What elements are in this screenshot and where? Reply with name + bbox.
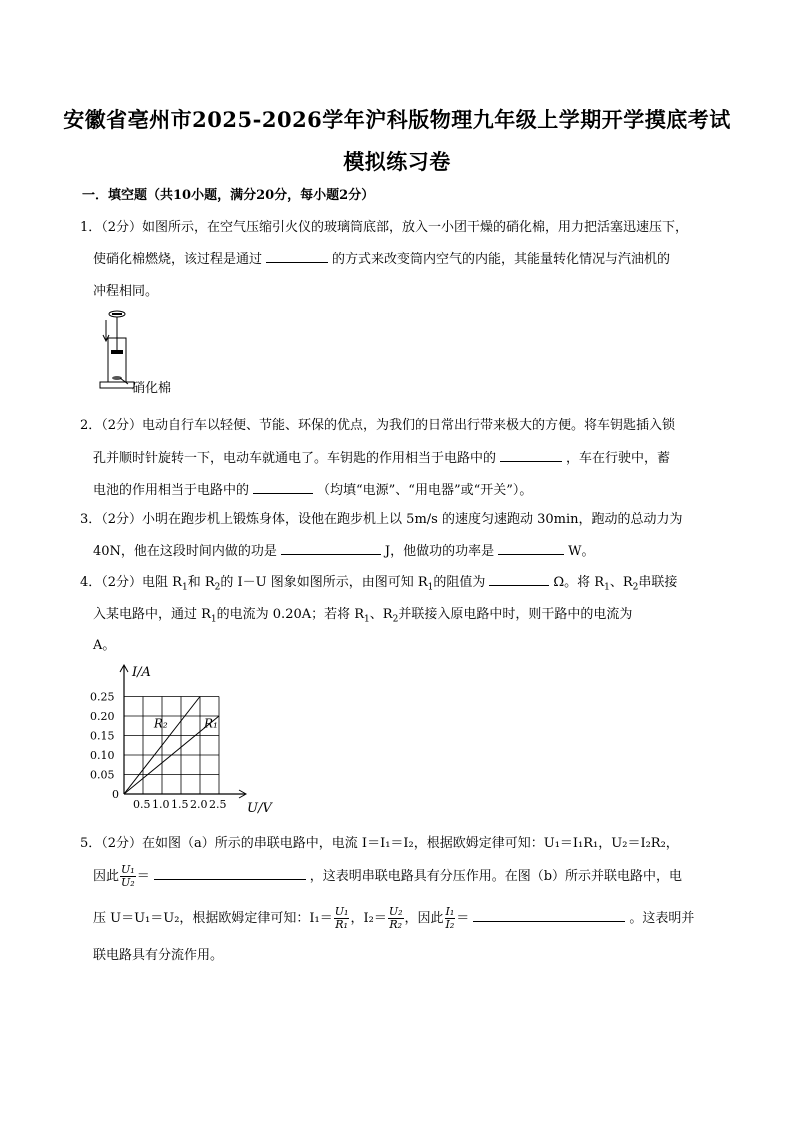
y-tick-label: 0.20 — [90, 710, 115, 723]
x-tick-label: 1.5 — [171, 798, 189, 811]
q4-line3: A。 — [93, 638, 116, 653]
q3-blank-1[interactable] — [281, 540, 381, 555]
q4-line1: 4．（2分）电阻 $R_1$和 $R_2$的 I－U 图象如图所示，由图可知 $R_1$的阻值为 Ω。将 $R_1$、$R_2$串联接 — [80, 571, 720, 593]
y-tick-label: 0.15 — [90, 729, 115, 743]
q5-line4: 联电路具有分流作用。 — [93, 948, 224, 963]
y-tick-label: 0.10 — [90, 749, 115, 762]
series-label-2: R₁ — [204, 716, 218, 731]
page-subtitle: 模拟练习卷 — [343, 149, 451, 174]
q2-blank-2[interactable] — [253, 479, 313, 494]
q2-line2: 孔并顺时针旋转一下，电动车就通电了。车钥匙的作用相当于电路中的 ，车在行驶中，蓄 — [93, 447, 733, 466]
q2-line1: 2．（2分）电动自行车以轻便、节能、环保的优点，为我们的日常出行带来极大的方便。将车钥匙插入锁 — [80, 418, 676, 433]
q5-line2: 因此 $\frac{\text{U₁}}{\text{U₂}}$ ＝ ，这表明串联电路具有分压作用。在图（b）所示并联电路中，电 — [93, 863, 683, 889]
q1-line1: 1．（2分）如图所示，在空气压缩引火仪的玻璃筒底部，放入一小团干燥的硝化棉，用力把活塞迅速压下， — [80, 220, 689, 235]
q5-line1: 5．（2分）在如图（a）所示的串联电路中，电流 I＝I₁＝I₂，根据欧姆定律可知：U₁＝I₁R₁，U₂＝I₂R₂， — [80, 836, 679, 851]
q3-blank-2[interactable] — [498, 540, 564, 555]
q1-line2: 使硝化棉燃烧，该过程是通过 的方式来改变筒内空气的内能，其能量转化情况与汽油机的 — [93, 248, 733, 267]
fraction-u1-r1: $\frac{\text{U₁}}{\text{R₁}}$ — [334, 905, 349, 931]
fraction-u1-u2: $\frac{\text{U₁}}{\text{U₂}}$ — [121, 863, 135, 889]
fraction-u2-r2: $\frac{\text{U₂}}{\text{R₂}}$ — [388, 905, 403, 931]
q4-blank-1[interactable] — [489, 571, 549, 586]
q2-blank-1[interactable] — [500, 447, 562, 462]
y-tick-label: 0.25 — [90, 690, 115, 704]
figure-label-nitrocellulose: 硝化棉 — [132, 381, 172, 396]
y-tick-label: 0.05 — [90, 768, 115, 782]
x-tick-label: 2.0 — [190, 798, 208, 811]
q1-blank-1[interactable] — [266, 248, 328, 263]
y-axis-label: I/A — [132, 665, 151, 680]
q3-number: 3．（2分） — [80, 512, 143, 527]
page-title: 安徽省亳州市2025-2026学年沪科版物理九年级上学期开学摸底考试 — [63, 107, 731, 132]
q5-number: 5．（2分） — [80, 836, 143, 851]
q1-line3: 冲程相同。 — [93, 284, 159, 299]
q4-number: 4．（2分） — [80, 575, 143, 590]
q3-line2: 40N，他在这段时间内做的功是 J，他做功的功率是 W。 — [93, 540, 733, 559]
fraction-i1-i2: $\frac{\text{I₁}}{\text{I₂}}$ — [445, 905, 455, 931]
x-axis-label: U/V — [247, 801, 272, 816]
q1-number: 1．（2分） — [80, 220, 143, 235]
q2-number: 2．（2分） — [80, 418, 143, 433]
origin-label: 0 — [112, 788, 119, 801]
x-tick-label: 1.0 — [152, 798, 170, 811]
q5-line3: 压 U＝U₁＝U₂，根据欧姆定律可知：I₁＝ $\frac{\text{U₁}}{\text{R₁}}$ ，I₂＝ $\frac{\text{U₂}}{\text{R₂}}$ ，因此 $\frac{\text{I₁}}{\text{I₂}}$ ＝ 。这表明并 — [93, 905, 695, 931]
q5-blank-1[interactable] — [154, 865, 306, 880]
section-heading: 一．填空题（共10小题，满分20分，每小题2分） — [82, 188, 375, 203]
q2-line3: 电池的作用相当于电路中的 （均填“电源”、“用电器”或“开关”）。 — [93, 479, 733, 498]
series-label-1: R₂ — [153, 716, 168, 731]
x-tick-label: 0.5 — [133, 798, 151, 811]
q3-line1: 3．（2分）小明在跑步机上锻炼身体，设他在跑步机上以 5m/s 的速度匀速跑动 30min，跑动的总动力为 — [80, 512, 683, 527]
x-tick-label: 2.5 — [209, 798, 227, 811]
iu-graph — [84, 660, 294, 816]
q5-blank-2[interactable] — [473, 907, 625, 922]
q4-line2: 入某电路中，通过 $R_1$的电流为 0.20A；若将 $R_1$、$R_2$并联接入原电路中时，则干路中的电流为 — [93, 607, 633, 625]
